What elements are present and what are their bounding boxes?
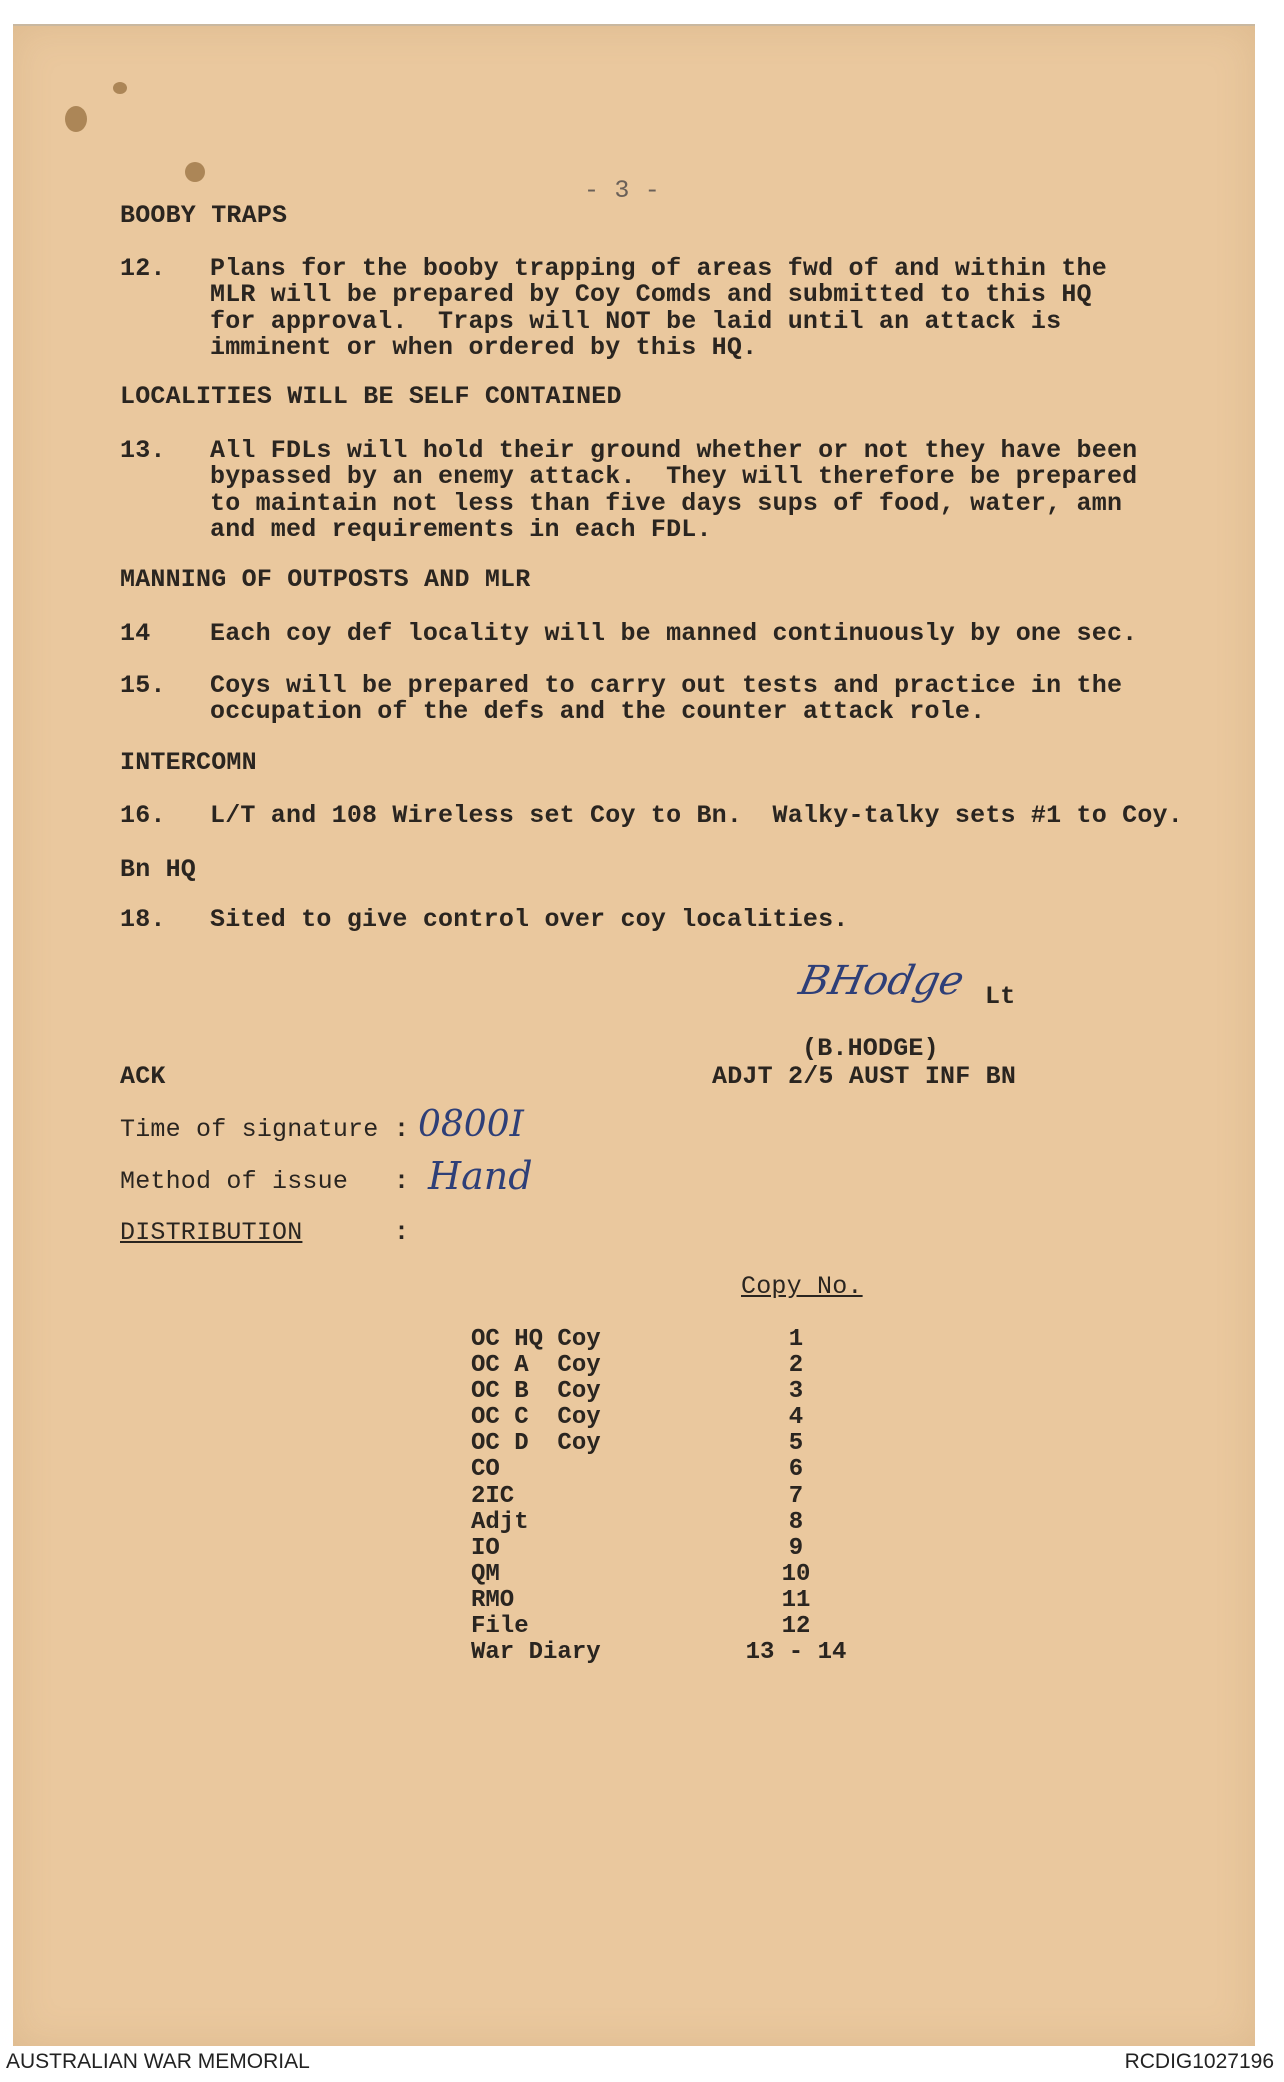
- recipient: Adjt: [471, 1508, 529, 1536]
- time-of-signature-label: Time of signature: [120, 1115, 379, 1144]
- heading-localities: LOCALITIES WILL BE SELF CONTAINED: [120, 382, 622, 411]
- para-13: [210, 438, 1137, 544]
- para-14: [210, 621, 1137, 647]
- copy-number: 1: [788, 1326, 804, 1353]
- para-15: [210, 673, 1122, 726]
- distribution-row: [471, 1327, 861, 1353]
- line: imminent or when ordered by this HQ.: [210, 333, 758, 363]
- line: occupation of the defs and the counter attack role.: [210, 697, 986, 727]
- recipient: IO: [471, 1534, 500, 1562]
- distribution-row: [471, 1353, 861, 1379]
- recipient: OC HQ Coy: [471, 1326, 601, 1353]
- signature-handwritten: BHodge: [795, 958, 969, 1004]
- recipient: OC A Coy: [471, 1352, 601, 1380]
- para-16: [210, 803, 1183, 829]
- distribution-row: [471, 1588, 861, 1614]
- copy-number: 9: [788, 1534, 804, 1562]
- stain: [113, 82, 127, 94]
- distribution-row: [471, 1640, 861, 1666]
- para-number: 16.: [120, 801, 166, 830]
- recipient: OC C Coy: [471, 1404, 601, 1432]
- time-of-signature-value: 0800I: [418, 1104, 524, 1145]
- colon: :: [394, 1115, 410, 1144]
- line: L/T and 108 Wireless set Coy to Bn. Walky-talky sets #1 to Coy.: [210, 801, 1183, 830]
- distribution-row: [471, 1614, 861, 1640]
- copy-number: 4: [788, 1404, 804, 1432]
- line: to maintain not less than five days sups of food, water, amn: [210, 488, 1123, 518]
- distribution-row: [471, 1536, 861, 1562]
- para-number: 13.: [120, 436, 166, 465]
- line: MLR will be prepared by Coy Comds and submitted to this HQ: [210, 280, 1092, 310]
- distribution-label: DISTRIBUTION: [120, 1218, 303, 1247]
- line: for approval. Traps will NOT be laid until an attack is: [210, 306, 1062, 336]
- recipient: QM: [471, 1560, 500, 1588]
- para-number: 15.: [120, 671, 166, 700]
- signature-name: (B.HODGE): [802, 1034, 939, 1063]
- heading-intercomn: INTERCOMN: [120, 748, 257, 777]
- distribution-list: [471, 1327, 861, 1666]
- distribution-row: [471, 1484, 861, 1510]
- copy-number: 3: [788, 1378, 804, 1406]
- line: Coys will be prepared to carry out tests and practice in the: [210, 671, 1123, 700]
- colon: :: [394, 1218, 410, 1247]
- page-number: - 3 -: [584, 176, 661, 205]
- para-12: [210, 256, 1107, 362]
- line: Sited to give control over coy localities.: [210, 905, 849, 934]
- para-number: 12.: [120, 254, 166, 283]
- line: Each coy def locality will be manned continuously by one sec.: [210, 619, 1138, 648]
- stain: [185, 162, 205, 182]
- copy-number: 6: [788, 1456, 804, 1484]
- copy-no-header: Copy No.: [741, 1272, 863, 1301]
- copy-number: 2: [788, 1352, 804, 1380]
- distribution-row: [471, 1405, 861, 1431]
- distribution-row: [471, 1457, 861, 1483]
- line: All FDLs will hold their ground whether or not they have been: [210, 436, 1138, 465]
- distribution-row: [471, 1379, 861, 1405]
- footer-source: AUSTRALIAN WAR MEMORIAL: [6, 2050, 310, 2073]
- recipient: OC D Coy: [471, 1430, 601, 1458]
- recipient: OC B Coy: [471, 1378, 601, 1406]
- ack-label: ACK: [120, 1062, 166, 1091]
- colon: :: [394, 1167, 410, 1196]
- copy-number: 13 - 14: [745, 1639, 847, 1667]
- method-of-issue-label: Method of issue: [120, 1167, 349, 1196]
- signature-rank: Lt: [985, 982, 1016, 1011]
- distribution-row: [471, 1562, 861, 1588]
- stain: [65, 106, 87, 132]
- copy-number: 11: [781, 1586, 811, 1614]
- para-number: 18.: [120, 905, 166, 934]
- line: bypassed by an enemy attack. They will therefore be prepared: [210, 462, 1138, 492]
- para-18: [210, 907, 849, 933]
- line: and med requirements in each FDL.: [210, 515, 712, 545]
- line: Plans for the booby trapping of areas fwd of and within the: [210, 254, 1107, 283]
- recipient: 2IC: [471, 1482, 515, 1510]
- copy-number: 8: [788, 1508, 804, 1536]
- distribution-row: [471, 1431, 861, 1457]
- copy-number: 5: [788, 1430, 804, 1458]
- recipient: RMO: [471, 1586, 515, 1614]
- recipient: War Diary: [471, 1639, 601, 1667]
- copy-number: 12: [781, 1613, 811, 1641]
- footer-id: RCDIG1027196: [1124, 2050, 1274, 2073]
- copy-number: 7: [788, 1482, 804, 1510]
- distribution-row: [471, 1510, 861, 1536]
- signature-title: ADJT 2/5 AUST INF BN: [712, 1062, 1017, 1091]
- para-number: 14: [120, 619, 151, 648]
- copy-number: 10: [781, 1560, 811, 1588]
- method-of-issue-value: Hand: [428, 1154, 533, 1198]
- heading-manning: MANNING OF OUTPOSTS AND MLR: [120, 565, 531, 594]
- recipient: CO: [471, 1456, 500, 1484]
- heading-booby-traps: BOOBY TRAPS: [120, 201, 288, 230]
- recipient: File: [471, 1613, 529, 1641]
- heading-bn-hq: Bn HQ: [120, 855, 197, 884]
